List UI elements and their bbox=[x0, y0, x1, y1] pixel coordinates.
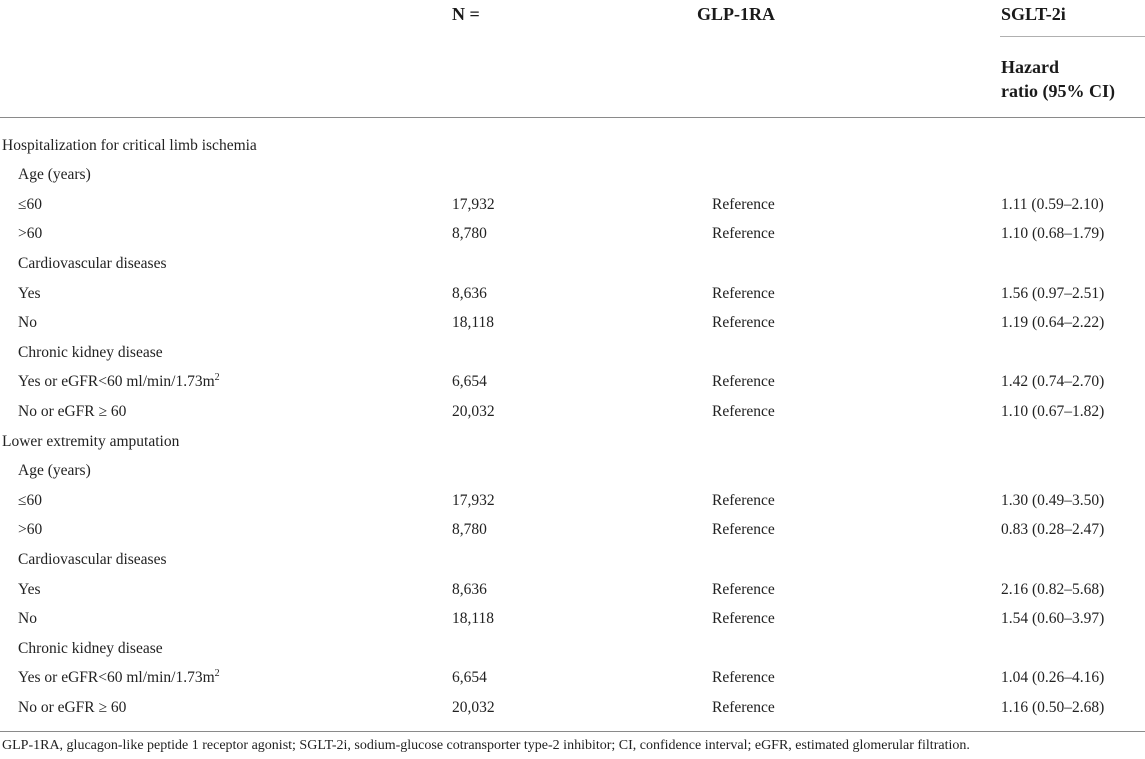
row-n-value: 8,636 bbox=[452, 284, 487, 302]
row-reference: Reference bbox=[712, 373, 775, 391]
row-label-text: Yes or eGFR<60 ml/min/1.73m bbox=[18, 669, 215, 687]
row-reference: Reference bbox=[712, 698, 775, 716]
row-label-text: Yes bbox=[18, 580, 41, 598]
table-row bbox=[0, 338, 1145, 368]
table-row bbox=[0, 308, 1145, 338]
row-label-text: ≤60 bbox=[18, 491, 43, 509]
row-label bbox=[18, 663, 220, 693]
row-label bbox=[18, 486, 42, 516]
header-hazard-ratio-line1: Hazard bbox=[1001, 57, 1059, 77]
row-reference: Reference bbox=[712, 491, 775, 509]
row-reference: Reference bbox=[712, 402, 775, 420]
row-label bbox=[18, 634, 163, 664]
row-hazard-ratio: 1.54 (0.60–3.97) bbox=[1001, 610, 1105, 628]
row-n-value: 8,780 bbox=[452, 521, 487, 539]
row-label bbox=[18, 693, 126, 723]
bottom-rule bbox=[0, 731, 1145, 732]
row-reference: Reference bbox=[712, 314, 775, 332]
header-subrule bbox=[1000, 36, 1145, 37]
row-label bbox=[18, 575, 41, 605]
row-n-value: 6,654 bbox=[452, 669, 487, 687]
row-label bbox=[18, 456, 91, 486]
row-n-value: 17,932 bbox=[452, 195, 495, 213]
table-row bbox=[0, 486, 1145, 516]
row-n-value: 18,118 bbox=[452, 314, 495, 332]
superscript: 2 bbox=[214, 372, 220, 384]
row-n-value: 18,118 bbox=[452, 610, 495, 628]
table-row bbox=[0, 693, 1145, 723]
row-n-value: 17,932 bbox=[452, 491, 495, 509]
row-label-text: Yes bbox=[18, 284, 41, 302]
header-hazard-ratio-line2: ratio (95% CI) bbox=[1001, 81, 1115, 101]
row-label-text: Yes or eGFR<60 ml/min/1.73m bbox=[18, 373, 215, 391]
row-label-text: >60 bbox=[18, 225, 43, 243]
row-label bbox=[18, 515, 42, 545]
row-label bbox=[18, 604, 37, 634]
header-glp1ra: GLP-1RA bbox=[697, 4, 775, 24]
row-label-text: >60 bbox=[18, 521, 43, 539]
table-footnote: GLP-1RA, glucagon-like peptide 1 receptor agonist; SGLT-2i, sodium-glucose cotransporter type-2 inhibitor; CI, confidence interval; eGFR, estimated glomerular filtration. bbox=[2, 738, 970, 753]
header-sglt2i: SGLT-2i bbox=[1001, 4, 1066, 24]
table-row bbox=[0, 219, 1145, 249]
row-label-text: Hospitalization for critical limb ischemia bbox=[2, 136, 257, 154]
table-row bbox=[0, 663, 1145, 693]
row-label-text: No or eGFR ≥ 60 bbox=[18, 402, 127, 420]
row-label-text: Age (years) bbox=[18, 166, 91, 184]
row-label bbox=[18, 279, 41, 309]
header-rule bbox=[0, 117, 1145, 118]
row-n-value: 8,780 bbox=[452, 225, 487, 243]
row-label-text: No bbox=[18, 610, 37, 628]
row-label bbox=[2, 131, 257, 161]
table-row bbox=[0, 397, 1145, 427]
row-hazard-ratio: 1.19 (0.64–2.22) bbox=[1001, 314, 1105, 332]
section-row bbox=[0, 131, 1145, 161]
row-hazard-ratio: 1.56 (0.97–2.51) bbox=[1001, 284, 1105, 302]
row-label-text: No bbox=[18, 314, 37, 332]
table-row bbox=[0, 190, 1145, 220]
superscript: 2 bbox=[214, 668, 220, 680]
row-label bbox=[2, 427, 179, 457]
row-label-text: No or eGFR ≥ 60 bbox=[18, 698, 127, 716]
row-n-value: 8,636 bbox=[452, 580, 487, 598]
row-hazard-ratio: 0.83 (0.28–2.47) bbox=[1001, 521, 1105, 539]
row-label-text: Lower extremity amputation bbox=[2, 432, 180, 450]
row-n-value: 20,032 bbox=[452, 698, 495, 716]
row-label bbox=[18, 308, 37, 338]
row-hazard-ratio: 2.16 (0.82–5.68) bbox=[1001, 580, 1105, 598]
row-label-text: Cardiovascular diseases bbox=[18, 254, 167, 272]
row-hazard-ratio: 1.11 (0.59–2.10) bbox=[1001, 195, 1104, 213]
row-hazard-ratio: 1.30 (0.49–3.50) bbox=[1001, 491, 1105, 509]
row-label bbox=[18, 249, 167, 279]
section-row bbox=[0, 427, 1145, 457]
row-label bbox=[18, 338, 163, 368]
row-label bbox=[18, 190, 42, 220]
row-hazard-ratio: 1.04 (0.26–4.16) bbox=[1001, 669, 1105, 687]
row-n-value: 20,032 bbox=[452, 402, 495, 420]
row-label-text: Cardiovascular diseases bbox=[18, 550, 167, 568]
row-label-text: Chronic kidney disease bbox=[18, 639, 163, 657]
row-label bbox=[18, 367, 220, 397]
row-reference: Reference bbox=[712, 610, 775, 628]
table-row bbox=[0, 367, 1145, 397]
table-row bbox=[0, 515, 1145, 545]
row-hazard-ratio: 1.16 (0.50–2.68) bbox=[1001, 698, 1105, 716]
table-row bbox=[0, 456, 1145, 486]
row-hazard-ratio: 1.10 (0.67–1.82) bbox=[1001, 402, 1105, 420]
row-label bbox=[18, 219, 42, 249]
table-row bbox=[0, 545, 1145, 575]
table-row bbox=[0, 160, 1145, 190]
row-reference: Reference bbox=[712, 284, 775, 302]
table-row bbox=[0, 249, 1145, 279]
table-row bbox=[0, 604, 1145, 634]
row-reference: Reference bbox=[712, 580, 775, 598]
row-label-text: ≤60 bbox=[18, 195, 43, 213]
row-hazard-ratio: 1.10 (0.68–1.79) bbox=[1001, 225, 1105, 243]
row-reference: Reference bbox=[712, 195, 775, 213]
row-hazard-ratio: 1.42 (0.74–2.70) bbox=[1001, 373, 1105, 391]
row-label bbox=[18, 397, 126, 427]
row-label-text: Chronic kidney disease bbox=[18, 343, 163, 361]
row-reference: Reference bbox=[712, 521, 775, 539]
row-label-text: Age (years) bbox=[18, 462, 91, 480]
table-row bbox=[0, 279, 1145, 309]
row-n-value: 6,654 bbox=[452, 373, 487, 391]
table-row bbox=[0, 575, 1145, 605]
row-reference: Reference bbox=[712, 669, 775, 687]
row-label bbox=[18, 160, 91, 190]
header-n: N = bbox=[452, 4, 480, 24]
table-row bbox=[0, 634, 1145, 664]
row-label bbox=[18, 545, 167, 575]
row-reference: Reference bbox=[712, 225, 775, 243]
